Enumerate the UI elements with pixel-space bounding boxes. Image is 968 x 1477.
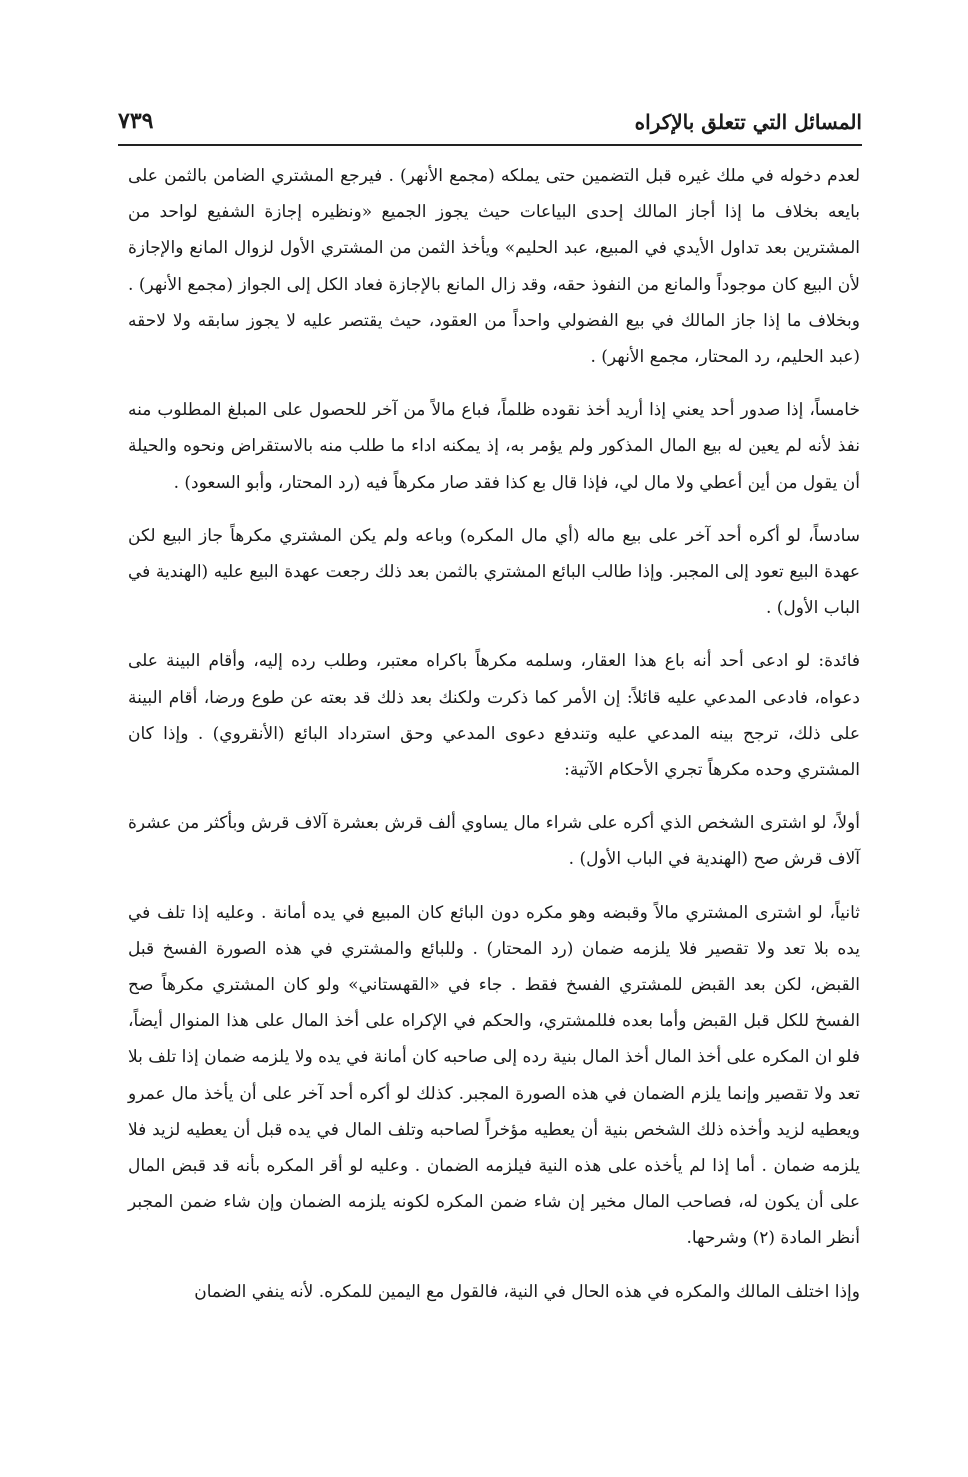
paragraph: ثانياً، لو اشترى المشتري مالاً وقبضه وهو مكره دون البائع كان المبيع في يده أمانة . وعليه إذا تلف في يده بلا تعد ولا تقصير فلا يلزمه ضمان (رد المحتار) . وللبائع والمشتري في هذه الصورة الفسخ قبل القبض، لكن بعد القبض للمشتري الفسخ فقط . جاء في «القهستاني» ولو كان المشتري مكرهاً صح الفسخ للكل قبل القبض وأما بعده فللمشتري، والحكم في الإكراه على أخذ المال على هذا المنوال أيضاً، فلو ان المكره على أخذ المال أخذ المال بنية رده إلى صاحبه كان أمانة في يده ولا يلزمه ضمان إذا تلف بلا تعد ولا تقصير وإنما يلزم الضمان في هذه الصورة المجبر. كذلك لو أكره أحد آخر على أن يأخذ مال عمرو ويعطيه لزيد وأخذه ذلك الشخص بنية أن يعطيه مؤخراً لصاحبه وتلف المال في يده قبل أن يعطيه لزيد فلا يلزمه ضمان . أما إذا لم يأخذه على هذه النية فيلزمه الضمان . وعليه لو أقر المكره بأنه قد قبض المال على أن يكون له، فصاحب المال مخير إن شاء ضمن المكره لكونه يلزمه الضمان وإن شاء ضمن المجبر أنظر المادة (٢) وشرحها. xyxy=(128,902,860,1249)
page-number: ٧٣٩ xyxy=(118,108,154,134)
page-body xyxy=(128,158,860,1310)
header-divider xyxy=(118,144,862,146)
page-header xyxy=(118,104,862,144)
paragraph: فائدة: لو ادعى أحد أنه باع هذا العقار، وسلمه مكرهاً باكراه معتبر، وطلب رده إليه، وأقام البينة على دعواه، فادعى المدعي عليه قائلاً: إن الأمر كما ذكرت ولكنك بعد ذلك قد بعته عن طوع ورضا، أقام البينة على ذلك، ترجح بينه المدعي عليه وتندفع دعوى المدعي وحق استرداد البائع (الأنقروي) . وإذا كان المشتري وحده مكرهاً تجري الأحكام الآتية: xyxy=(128,651,860,781)
paragraph: وإذا اختلف المالك والمكره في هذه الحال في النية، فالقول مع اليمين للمكره. لأنه ينفي الضمان xyxy=(194,1281,860,1302)
paragraph: أولاً، لو اشترى الشخص الذي أكره على شراء مال يساوي ألف قرش بعشرة آلاف قرش وبأكثر من عشرة آلاف قرش صح (الهندية في الباب الأول) . xyxy=(128,813,860,870)
paragraph: سادساً، لو أكره أحد آخر على بيع ماله (أي مال المكره) وباعه ولم يكن المشتري مكرهاً جاز البيع لكن عهدة البيع تعود إلى المجبر. وإذا طالب البائع المشتري بالثمن بعد ذلك رجعت عهدة البيع عليه (الهندية في الباب الأول) . xyxy=(128,525,860,619)
running-title: المسائل التي تتعلق بالإكراه xyxy=(634,110,862,134)
paragraph: لعدم دخوله في ملك غيره قبل التضمين حتى يملكه (مجمع الأنهر) . فيرجع المشتري الضامن بالثمن على بايعه بخلاف ما إذا أجاز المالك إحدى البياعات حيث يجوز الجميع «ونظيره إجازة الشفيع لواحد من المشترين بعد تداول الأيدي في المبيع، عبد الحليم» ويأخذ الثمن من المشتري الأول لزوال المانع والإجازة لأن البيع كان موجوداً والمانع من النفوذ حقه، وقد زال المانع بالإجازة فعاد الكل إلى الجواز (مجمع الأنهر) . وبخلاف ما إذا جاز المالك في بيع الفضولي واحداً من العقود، حيث يقتصر عليه لا يجوز سابقه ولا لاحقه (عبد الحليم، رد المحتار، مجمع الأنهر) . xyxy=(128,166,860,368)
paragraph: خامساً، إذا صدور أحد يعني إذا أريد أخذ نقوده ظلماً، فباع مالاً من آخر للحصول على المبلغ المطلوب منه نفذ لأنه لم يعين له بيع المال المذكور ولم يؤمر به، إذ يمكنه اداء ما طلب منه بالاستقراض ونحوه والحيلة أن يقول من أين أعطي ولا مال لي، فإذا قال بع كذا فقد صار مكرهاً فيه (رد المحتار، وأبو السعود) . xyxy=(128,400,861,493)
